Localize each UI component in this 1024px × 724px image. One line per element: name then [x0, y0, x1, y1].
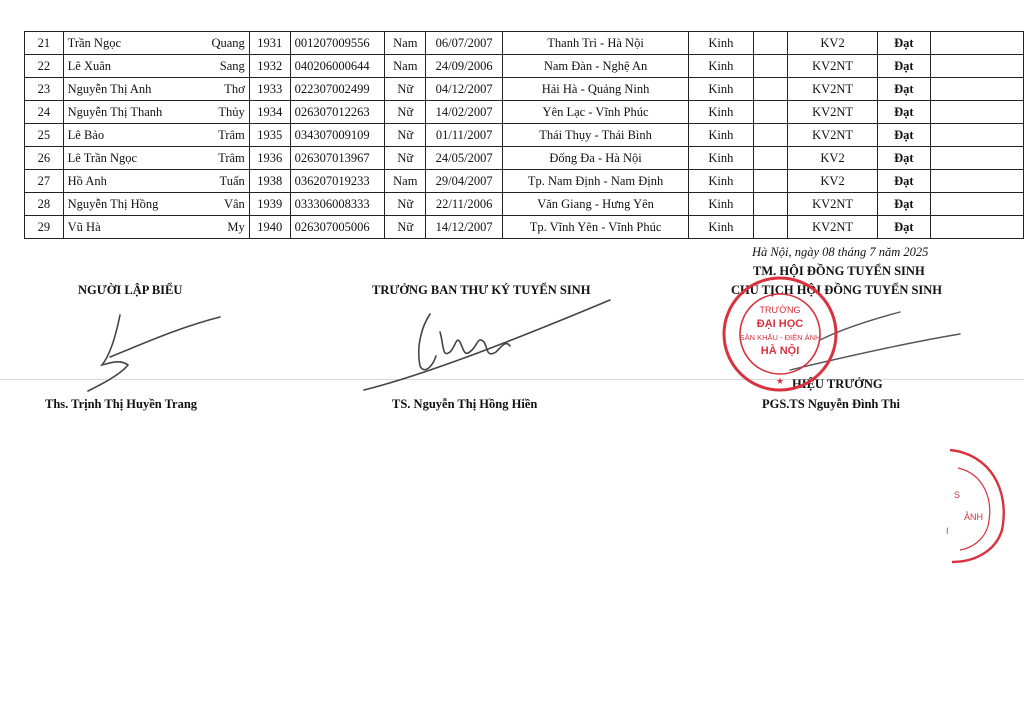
cell-noi-sinh: Văn Giang - Hưng Yên — [502, 193, 688, 216]
cell-noi-sinh: Hải Hà - Quảng Ninh — [502, 78, 688, 101]
cell-dan-toc: Kinh — [689, 101, 753, 124]
cell-stt: 25 — [25, 124, 64, 147]
cell-ten: My — [189, 216, 249, 239]
cell-sbd: 1938 — [249, 170, 290, 193]
table-row — [25, 101, 1024, 124]
cell-dan-toc: Kinh — [689, 78, 753, 101]
cell-ngay-sinh: 22/11/2006 — [426, 193, 503, 216]
cell-stt: 27 — [25, 170, 64, 193]
table-row — [25, 124, 1024, 147]
cell-sbd: 1933 — [249, 78, 290, 101]
cell-noi-sinh: Nam Đàn - Nghệ An — [502, 55, 688, 78]
cell-khu-vuc: KV2NT — [787, 216, 877, 239]
cell-uu-tien — [753, 193, 787, 216]
cell-ghi-chu — [930, 55, 1023, 78]
cell-ho: Lê Bảo — [63, 124, 189, 147]
cell-ten: Sang — [189, 55, 249, 78]
cell-ghi-chu — [930, 124, 1023, 147]
cell-ho: Lê Trần Ngọc — [63, 147, 189, 170]
cell-stt: 29 — [25, 216, 64, 239]
seal-star-icon: ★ — [775, 376, 785, 386]
secretary-signature — [360, 296, 620, 396]
date-line: Hà Nội, ngày 08 tháng 7 năm 2025 — [752, 245, 929, 259]
cell-ten: Quang — [189, 32, 249, 55]
cell-cccd: 033306008333 — [290, 193, 385, 216]
cell-ho: Lê Xuân — [63, 55, 189, 78]
cell-noi-sinh: Tp. Vĩnh Yên - Vĩnh Phúc — [502, 216, 688, 239]
cell-gioi-tinh: Nữ — [385, 101, 426, 124]
chairman-title: CHỦ TỊCH HỘI ĐỒNG TUYỂN SINH — [731, 283, 943, 297]
cell-stt: 21 — [25, 32, 64, 55]
cell-sbd: 1931 — [249, 32, 290, 55]
cell-ngay-sinh: 29/04/2007 — [426, 170, 503, 193]
cell-ket-qua: Đạt — [878, 55, 931, 78]
cell-ho: Hồ Anh — [63, 170, 189, 193]
official-seal — [706, 274, 856, 394]
cell-gioi-tinh: Nam — [385, 170, 426, 193]
cell-dan-toc: Kinh — [689, 124, 753, 147]
cell-noi-sinh: Đống Đa - Hà Nội — [502, 147, 688, 170]
cell-gioi-tinh: Nam — [385, 32, 426, 55]
cell-ho: Nguyễn Thị Anh — [63, 78, 189, 101]
cell-sbd: 1934 — [249, 101, 290, 124]
cell-ten: Trâm — [189, 147, 249, 170]
cell-cccd: 022307002499 — [290, 78, 385, 101]
table-row — [25, 170, 1024, 193]
cell-cccd: 034307009109 — [290, 124, 385, 147]
cell-ket-qua: Đạt — [878, 147, 931, 170]
cell-ten: Tuấn — [189, 170, 249, 193]
cell-uu-tien — [753, 170, 787, 193]
cell-ket-qua: Đạt — [878, 78, 931, 101]
cell-ket-qua: Đạt — [878, 32, 931, 55]
cell-sbd: 1939 — [249, 193, 290, 216]
secretary-title: TRƯỞNG BAN THƯ KÝ TUYỂN SINH — [372, 283, 591, 297]
cell-dan-toc: Kinh — [689, 32, 753, 55]
cell-cccd: 026307012263 — [290, 101, 385, 124]
cell-stt: 28 — [25, 193, 64, 216]
table-row — [25, 216, 1024, 239]
cell-dan-toc: Kinh — [689, 170, 753, 193]
secretary-name: TS. Nguyễn Thị Hồng Hiền — [392, 397, 538, 411]
cell-khu-vuc: KV2NT — [787, 78, 877, 101]
cell-gioi-tinh: Nữ — [385, 193, 426, 216]
cell-ten: Thủy — [189, 101, 249, 124]
cell-ngay-sinh: 24/09/2006 — [426, 55, 503, 78]
rector-title: HIỆU TRƯỞNG — [792, 377, 883, 391]
cell-ho: Vũ Hà — [63, 216, 189, 239]
cell-uu-tien — [753, 101, 787, 124]
cell-ghi-chu — [930, 101, 1023, 124]
cell-khu-vuc: KV2 — [787, 170, 877, 193]
cell-stt: 22 — [25, 55, 64, 78]
cell-stt: 23 — [25, 78, 64, 101]
cell-khu-vuc: KV2NT — [787, 55, 877, 78]
cell-dan-toc: Kinh — [689, 55, 753, 78]
cell-noi-sinh: Tp. Nam Định - Nam Định — [502, 170, 688, 193]
cell-ket-qua: Đạt — [878, 170, 931, 193]
cell-noi-sinh: Thái Thụy - Thái Bình — [502, 124, 688, 147]
partial-seal — [940, 440, 1024, 570]
cell-cccd: 036207019233 — [290, 170, 385, 193]
table-row — [25, 55, 1024, 78]
preparer-signature — [80, 305, 230, 395]
cell-cccd: 026307005006 — [290, 216, 385, 239]
cell-ghi-chu — [930, 78, 1023, 101]
cell-dan-toc: Kinh — [689, 193, 753, 216]
cell-ket-qua: Đạt — [878, 101, 931, 124]
seal-text-line1: TRƯỜNG — [759, 305, 801, 315]
cell-gioi-tinh: Nữ — [385, 78, 426, 101]
svg-text:ẢNH: ẢNH — [964, 512, 984, 522]
cell-cccd: 026307013967 — [290, 147, 385, 170]
seal-text-line4: HÀ NỘI — [760, 345, 800, 357]
cell-ten: Trâm — [189, 124, 249, 147]
cell-ket-qua: Đạt — [878, 216, 931, 239]
cell-uu-tien — [753, 216, 787, 239]
cell-stt: 24 — [25, 101, 64, 124]
cell-ho: Trần Ngọc — [63, 32, 189, 55]
cell-ten: Thơ — [189, 78, 249, 101]
rector-name: PGS.TS Nguyễn Đình Thi — [762, 397, 901, 411]
cell-gioi-tinh: Nữ — [385, 216, 426, 239]
table-row — [25, 147, 1024, 170]
results-table-body — [25, 32, 1024, 239]
cell-ket-qua: Đạt — [878, 193, 931, 216]
cell-ngay-sinh: 14/12/2007 — [426, 216, 503, 239]
cell-ket-qua: Đạt — [878, 124, 931, 147]
cell-uu-tien — [753, 55, 787, 78]
cell-ngay-sinh: 14/02/2007 — [426, 101, 503, 124]
council-title: TM. HỘI ĐỒNG TUYỂN SINH — [753, 264, 925, 278]
seal-text-line2: ĐẠI HỌC — [756, 318, 804, 330]
table-row — [25, 32, 1024, 55]
cell-ghi-chu — [930, 216, 1023, 239]
table-row — [25, 78, 1024, 101]
cell-sbd: 1940 — [249, 216, 290, 239]
cell-khu-vuc: KV2NT — [787, 101, 877, 124]
preparer-title: NGƯỜI LẬP BIỂU — [78, 283, 183, 297]
cell-sbd: 1935 — [249, 124, 290, 147]
cell-uu-tien — [753, 78, 787, 101]
seal-text-line3: SÂN KHẤU - ĐIỆN ẢNH — [739, 333, 821, 342]
cell-ngay-sinh: 01/11/2007 — [426, 124, 503, 147]
cell-ghi-chu — [930, 147, 1023, 170]
cell-ngay-sinh: 06/07/2007 — [426, 32, 503, 55]
cell-khu-vuc: KV2NT — [787, 124, 877, 147]
cell-stt: 26 — [25, 147, 64, 170]
cell-ghi-chu — [930, 32, 1023, 55]
cell-khu-vuc: KV2 — [787, 32, 877, 55]
table-row — [25, 193, 1024, 216]
cell-sbd: 1932 — [249, 55, 290, 78]
results-table — [24, 31, 1024, 239]
svg-text:S: S — [954, 490, 961, 500]
svg-text:I: I — [946, 526, 949, 536]
cell-khu-vuc: KV2NT — [787, 193, 877, 216]
cell-gioi-tinh: Nữ — [385, 147, 426, 170]
cell-cccd: 040206000644 — [290, 55, 385, 78]
cell-ghi-chu — [930, 170, 1023, 193]
cell-dan-toc: Kinh — [689, 216, 753, 239]
cell-ten: Vân — [189, 193, 249, 216]
cell-uu-tien — [753, 124, 787, 147]
cell-sbd: 1936 — [249, 147, 290, 170]
cell-ngay-sinh: 04/12/2007 — [426, 78, 503, 101]
cell-noi-sinh: Yên Lạc - Vĩnh Phúc — [502, 101, 688, 124]
cell-uu-tien — [753, 32, 787, 55]
cell-ghi-chu — [930, 193, 1023, 216]
cell-ngay-sinh: 24/05/2007 — [426, 147, 503, 170]
results-table-wrap — [24, 31, 1024, 239]
cell-khu-vuc: KV2 — [787, 147, 877, 170]
cell-dan-toc: Kinh — [689, 147, 753, 170]
cell-cccd: 001207009556 — [290, 32, 385, 55]
cell-gioi-tinh: Nữ — [385, 124, 426, 147]
cell-gioi-tinh: Nam — [385, 55, 426, 78]
cell-ho: Nguyễn Thị Thanh — [63, 101, 189, 124]
preparer-name: Ths. Trịnh Thị Huyền Trang — [45, 397, 198, 411]
cell-uu-tien — [753, 147, 787, 170]
cell-noi-sinh: Thanh Trì - Hà Nội — [502, 32, 688, 55]
cell-ho: Nguyễn Thị Hồng — [63, 193, 189, 216]
